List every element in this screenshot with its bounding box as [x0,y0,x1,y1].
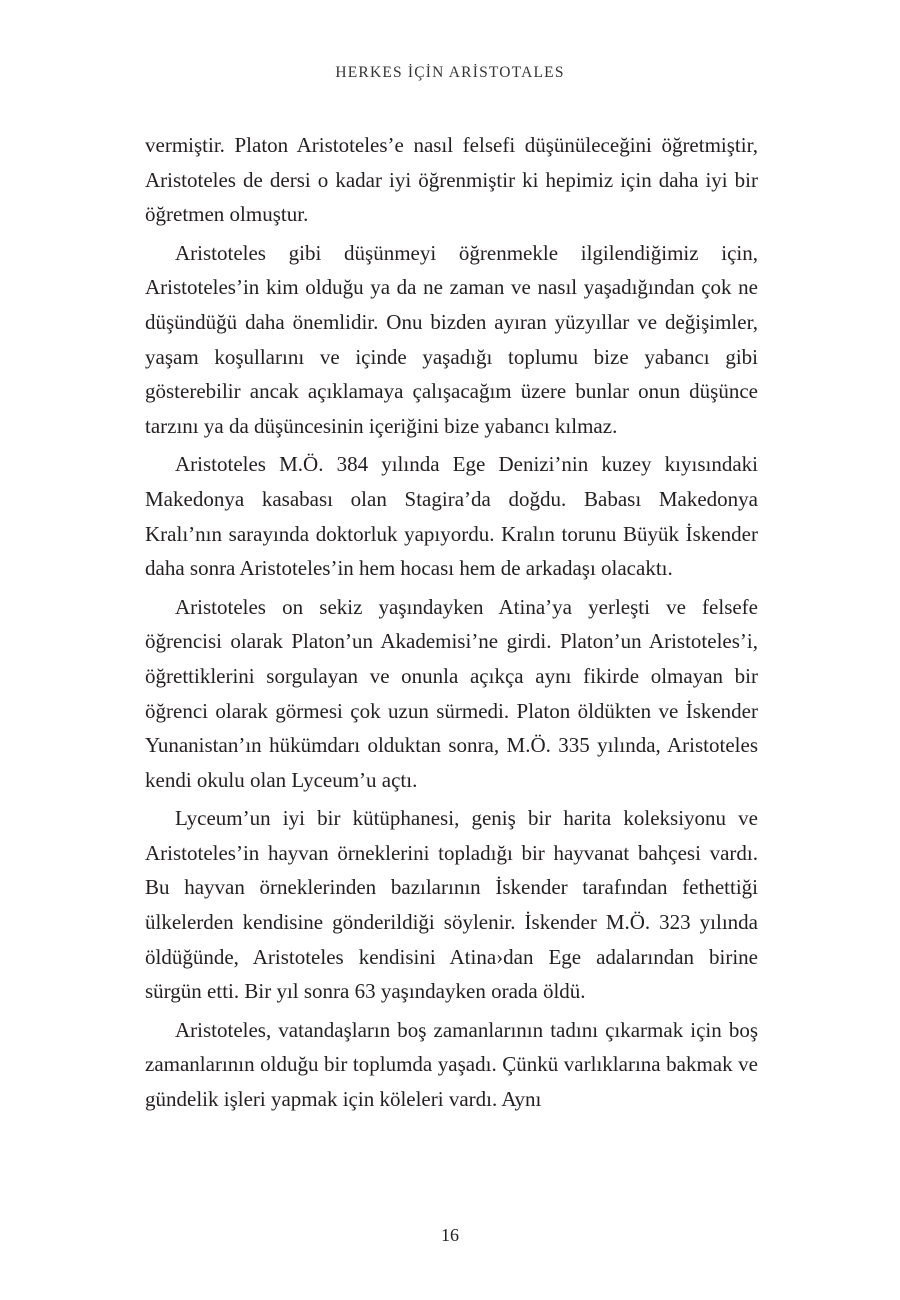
paragraph-leisure: Aristoteles, vatandaşların boş zamanlarının tadını çıkarmak için boş zamanlarının olduğu bir toplumda yaşadı. Çünkü varlıklarına bakmak ve gündelik işleri yapmak için köleleri vardı. Aynı [145,1017,758,1112]
body-text [145,128,758,1117]
page-number: 16 [441,1225,459,1245]
paragraph-thinking: Aristoteles gibi düşünmeyi öğrenmekle ilgilendiğimiz için, Aristoteles’in kim olduğu ya da ne zaman ve nasıl yaşadığından çok ne düşündüğü daha önemlidir. Onu bizden ayıran yüzyıllar ve değişimler, yaşam koşullarını ve içinde yaşadığı toplumu bize yabancı gibi gösterebilir ancak açıklamaya çalışacağım üzere bunlar onun düşünce tarzını ya da düşüncesinin içeriğini bize yabancı kılmaz. [145,240,758,438]
paragraph-academy: Aristoteles on sekiz yaşındayken Atina’ya yerleşti ve felsefe öğrencisi olarak Platon’un Akademisi’ne girdi. Platon’un Aristoteles’i, öğrettiklerini sorgulayan ve onunla açıkça aynı fikirde olmayan bir öğrenci olarak görmesi çok uzun sürmedi. Platon öldükten ve İskender Yunanistan’ın hükümdarı olduktan sonra, M.Ö. 335 yılında, Aristoteles kendi okulu olan Lyceum’u açtı. [145,594,758,792]
paragraph-birth: Aristoteles M.Ö. 384 yılında Ege Denizi’nin kuzey kıyısındaki Makedonya kasabası olan Stagira’da doğdu. Babası Makedonya Kralı’nın sarayında doktorluk yapıyordu. Kralın torunu Büyük İskender daha sonra Aristoteles’in hem hocası hem de arkadaşı olacaktı. [145,452,758,581]
paragraph-continuation: vermiştir. Platon Aristoteles’e nasıl felsefi düşünüleceğini öğretmiştir, Aristoteles de dersi o kadar iyi öğrenmiştir ki hepimiz için daha iyi bir öğretmen olmuştur. [145,133,758,227]
running-header: HERKES İÇİN ARİSTOTALES [335,64,565,81]
paragraph-lyceum: Lyceum’un iyi bir kütüphanesi, geniş bir harita koleksiyonu ve Aristoteles’in hayvan örneklerini topladığı bir hayvanat bahçesi vardı. Bu hayvan örneklerinden bazılarının İskender tarafından fethettiği ülkelerden kendisine gönderildiği söylenir. İskender M.Ö. 323 yılında öldüğünde, Aristoteles kendisini Atina›dan Ege adalarından birine sürgün etti. Bir yıl sonra 63 yaşındayken orada öldü. [145,806,758,1004]
